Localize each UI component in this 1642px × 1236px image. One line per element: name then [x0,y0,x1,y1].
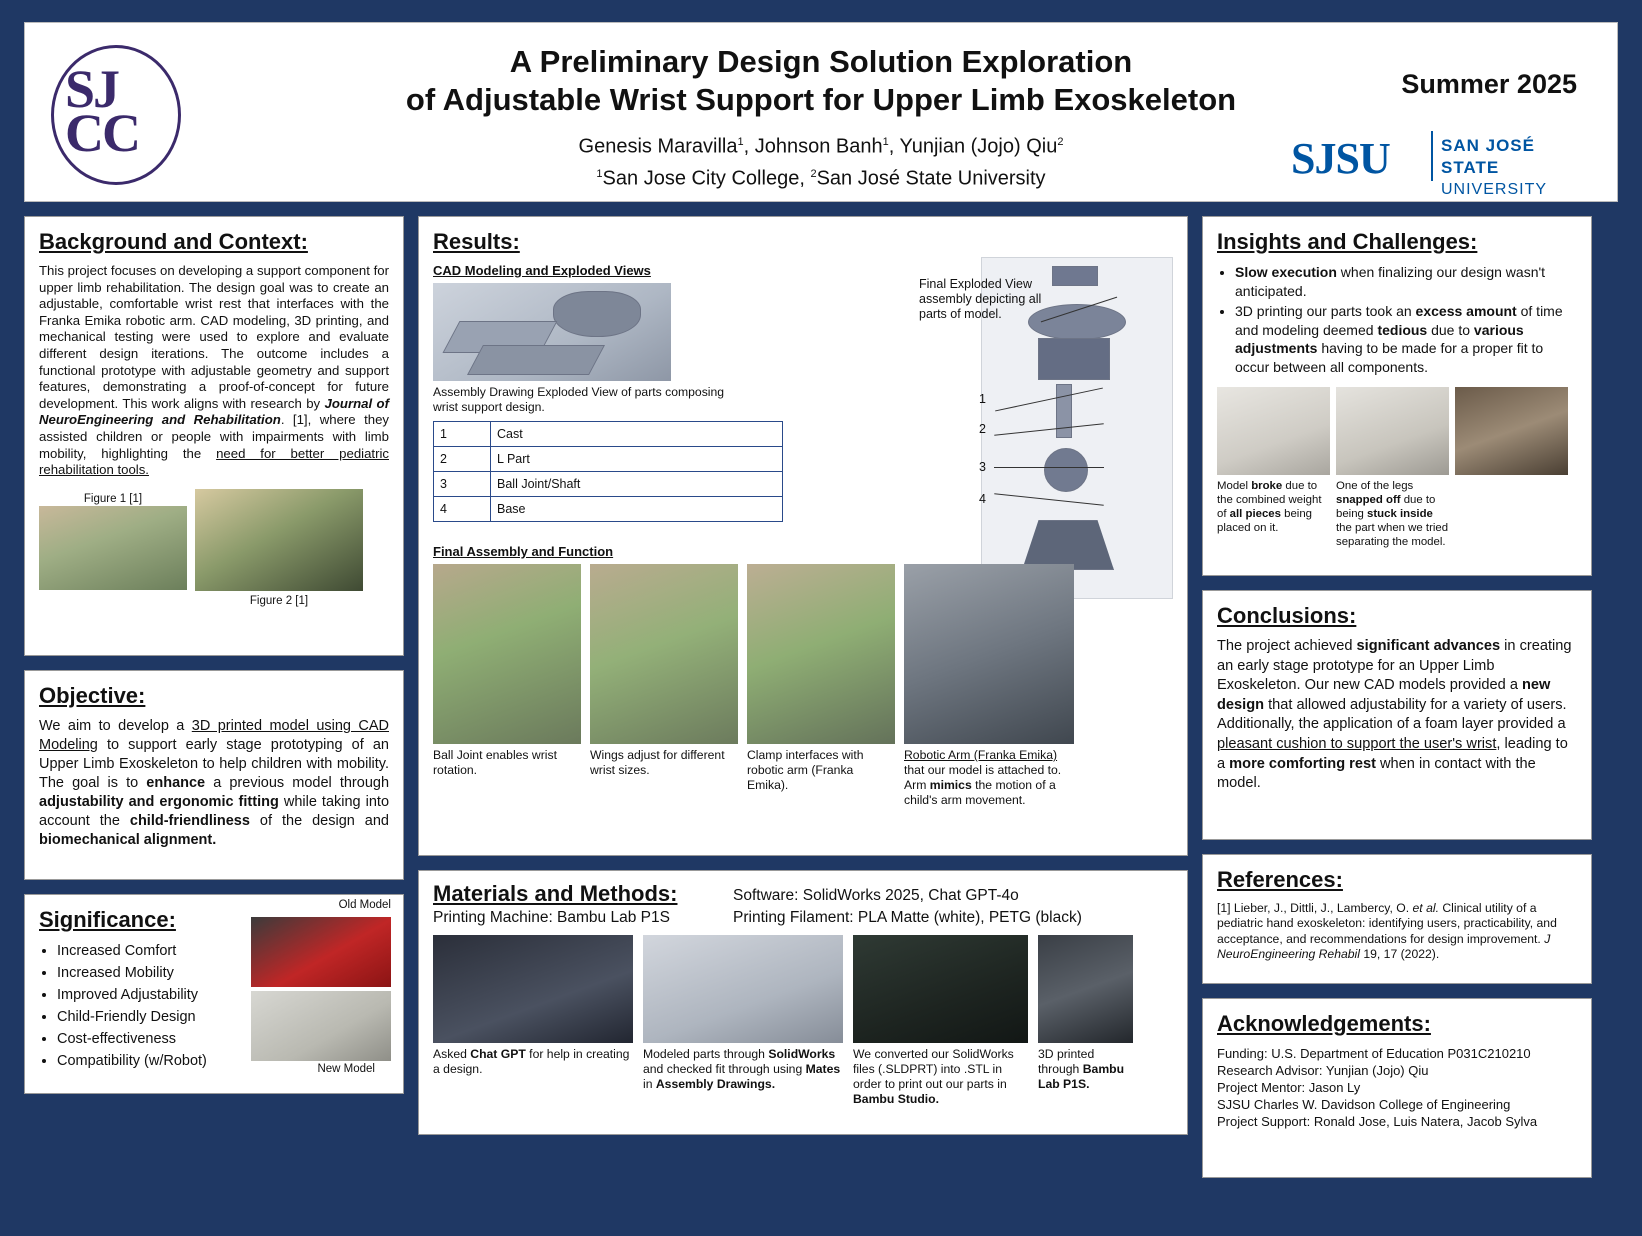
exploded-shaft [1056,384,1072,438]
sjsu-logo [1291,129,1591,198]
ack-line: Funding: U.S. Department of Education P031C210210 [1217,1046,1531,1061]
method-image-2 [643,935,843,1043]
part-number: 1 [434,422,491,447]
background-heading: Background and Context: [39,229,308,254]
objective-t7: while taking into account the [39,794,390,829]
figure2-caption: Figure 2 [1] [249,594,309,607]
objective-t4: enhance [146,775,206,791]
ack-line: SJSU Charles W. Davidson College of Engineering [1217,1097,1511,1112]
insight-cap1c: due to the combined weight of [1217,479,1322,520]
sjsu-name [1441,135,1591,201]
conclusion-t8: more comforting rest [1229,755,1376,772]
exploded-label-4: 4 [979,492,986,506]
reference-etal: et al. [1412,901,1439,915]
insight-cap2a: One of the legs [1336,479,1414,492]
materials-software: Software: SolidWorks 2025, Chat GPT-4o [733,887,1019,904]
results-sub-assembly: Final Assembly and Function [433,544,614,559]
part-number: 2 [434,447,491,472]
author-1: Genesis Maravilla [578,135,738,158]
conclusion-t7: , leading to a [1217,735,1568,772]
list-item [1235,302,1577,376]
panel-conclusions [1202,590,1592,840]
objective-t5: a previous model through [205,775,390,791]
ack-line: Project Mentor: Jason Ly [1217,1080,1361,1095]
assembly-caption-4c: the motion of a child's arm movement. [904,778,1056,807]
method-2a: Modeled parts through [643,1047,769,1061]
method-caption-2 [643,1047,843,1092]
middle-column [418,216,1188,1216]
list-item: • Increased Mobility [57,963,389,983]
sjsu-divider [1431,131,1433,181]
objective-t9: of the design and [249,813,389,829]
background-figures [39,489,389,608]
right-column [1202,216,1592,1216]
method-caption-3 [853,1047,1028,1107]
ack-line: Project Support: Ronald Jose, Luis Natera, Jacob Sylva [1217,1114,1538,1129]
objective-t2: 3D printed model using CAD Modeling [39,718,389,753]
assembly-caption-4a: that our model is attached to. Arm [904,763,1062,792]
method-3a: We converted our SolidWorks files (.SLDPRT) into .STL in order to print out our parts in [853,1047,1014,1091]
panel-materials [418,870,1188,1135]
affil-2-marker: 2 [810,167,817,180]
affiliation-2: San José State University [816,167,1046,190]
method-1c: for help in creating a design. [433,1047,630,1076]
panel-background [24,216,404,656]
objective-t6: adjustability and ergonomic fitting [39,794,279,810]
list-item: • Child-Friendly Design [57,1007,389,1027]
assembly-photo-3 [747,564,895,744]
insight-2f: various adjustments [1235,321,1524,357]
method-3b: Bambu Studio. [853,1092,939,1106]
sjcc-letters-bottom: CC [65,103,139,163]
panel-objective [24,670,404,880]
reference-journal: J NeuroEngineering Rehabil [1217,931,1551,962]
table-row [434,422,783,447]
insight-caption-2 [1336,479,1449,549]
reference-volume: 19, 17 (2022). [1359,947,1440,962]
author-2-affil: 1 [882,136,889,148]
insight-2c: of time and modeling deemed [1235,303,1563,338]
insight-cap2e: the part when we tried separating the model. [1336,521,1449,548]
left-column [24,216,404,1216]
list-item: • Increased Comfort [57,941,389,961]
sjsu-wordmark: SJSU [1291,134,1390,183]
part-name: L Part [491,447,783,472]
method-image-1 [433,935,633,1043]
background-journal: Journal of NeuroEngineering and Rehabilitation [39,395,389,428]
acknowledgements-heading: Acknowledgements: [1217,1011,1431,1036]
insight-cap2b: snapped off [1336,493,1401,506]
background-p1: This project focuses on developing a support component for upper limb rehabilitation. The design goal was to create an adjustable, comfortable wrist rest that interfaces with the Franka Emika robotic arm. CAD modeling, 3D printing, and mechanical testing were used to explore and evaluate different design iterations. The outcome includes a functional prototype with adjustable geometry and support features, demonstrating a proof-of-concept for future development. This work aligns with research by [39,263,389,411]
exploded-ball-joint [1044,448,1088,492]
affil-1-marker: 1 [596,167,603,180]
exploded-callout-text: Final Exploded View assembly depicting all parts of model. [919,277,1042,321]
cad-base-shape [467,345,605,375]
panel-acknowledgements [1202,998,1592,1178]
parts-table [433,421,783,522]
assembly-caption-2: Wings adjust for different wrist sizes. [590,748,725,777]
assembly-photo-row [433,564,1173,808]
exploded-label-2: 2 [979,422,986,436]
significance-heading: Significance: [39,907,176,932]
cad-exploded-image [433,283,671,381]
materials-heading: Materials and Methods: [433,881,678,906]
insight-photo-3 [1455,387,1568,475]
reference-entry [1217,901,1577,963]
background-text [39,263,389,479]
method-2f: Assembly Drawings. [655,1077,776,1091]
conclusions-heading: Conclusions: [1217,603,1357,628]
insight-cap1a: Model [1217,479,1252,492]
method-1a: Asked [433,1047,471,1061]
objective-text [39,717,389,850]
panel-results [418,216,1188,856]
conclusion-t2: significant advances [1356,638,1501,654]
poster-columns [24,216,1618,1216]
insight-photo-1 [1217,387,1330,475]
insight-cap2c: due to being [1336,493,1436,520]
ack-line: Research Advisor: Yunjian (Jojo) Qiu [1217,1063,1429,1078]
assembly-caption-3: Clamp interfaces with robotic arm (Franka Emika). [747,748,864,792]
table-row [434,472,783,497]
insight-2e: due to [1427,321,1474,338]
panel-references [1202,854,1592,984]
assembly-caption-4 [904,748,1074,808]
assembly-caption-4-link: Robotic Arm (Franka Emika) [904,748,1058,762]
insight-cap1b: broke [1251,479,1283,492]
objective-t1: We aim to develop a [39,718,192,734]
conclusions-text [1217,637,1577,794]
table-row [434,497,783,522]
poster-title-line1: A Preliminary Design Solution Exploration [509,44,1133,79]
cad-cast-shape [553,291,641,337]
insight-photo-row [1217,387,1577,549]
old-model-label: Old Model [338,899,391,911]
insight-cap1e: being placed on it. [1217,507,1313,534]
conclusion-t1: The project achieved [1217,638,1357,654]
sjcc-letters-top: SJ [65,59,119,119]
insight-photo-2 [1336,387,1449,475]
objective-heading: Objective: [39,683,146,708]
insight-1a: Slow execution [1235,264,1337,280]
figure1-caption: Figure 1 [1] [83,492,143,505]
materials-filament: Printing Filament: PLA Matte (white), PETG (black) [733,909,1082,926]
reference-title: Clinical utility of a pediatric hand exoskeleton: identifying users, practicability, and acceptance, and recommendations for design improvement. [1217,901,1557,946]
poster-header [24,22,1618,202]
background-p2: . [1], where they assisted children or people with impairments with limb mobility, highlighting the [39,412,389,461]
affiliation-1: San Jose City College, [602,167,811,190]
assembly-photo-2 [590,564,738,744]
new-model-label: New Model [317,1063,375,1075]
insight-caption-1 [1217,479,1330,535]
method-2b: SolidWorks [768,1047,836,1061]
method-2e: in [643,1077,656,1091]
panel-significance [24,894,404,1094]
part-number: 3 [434,472,491,497]
insight-1b: when finalizing our design wasn't anticipated. [1235,264,1546,299]
assembly-photo-4 [904,564,1074,744]
method-image-4 [1038,935,1133,1043]
assembly-caption-4b: mimics [929,778,972,792]
method-caption-4 [1038,1047,1133,1092]
exploded-l-part [1038,338,1110,380]
method-4b: Bambu Lab P1S. [1038,1062,1125,1091]
list-item: • Improved Adjustability [57,985,389,1005]
new-model-image [251,991,391,1061]
part-number: 4 [434,497,491,522]
sjcc-logo [43,37,183,187]
poster-title-line2: of Adjustable Wrist Support for Upper Limb Exoskeleton [405,82,1237,117]
references-heading: References: [1217,867,1343,892]
conclusion-t4: new design [1217,677,1551,713]
acknowledgements-list [1217,1045,1577,1130]
list-item [1235,263,1577,300]
conclusion-t3: in creating an early stage prototype for an Upper Limb Exoskeleton. Our new CAD models provided a [1217,638,1572,694]
author-1-affil: 1 [737,136,744,148]
insight-2a: 3D printing our parts took an [1235,303,1416,320]
insight-cap2d: stuck inside [1367,507,1433,520]
materials-machine: Printing Machine: Bambu Lab P1S [433,909,670,926]
objective-t3: to support early stage prototyping of an Upper Limb Exoskeleton to help children with mobility. The goal is to [39,737,389,791]
method-4a: 3D printed through [1038,1047,1095,1076]
insights-heading: Insights and Challenges: [1217,229,1478,254]
method-1b: Chat GPT [470,1047,526,1061]
sjsu-name-line1: SAN JOSÉ STATE [1441,136,1535,177]
method-2c: and checked fit through using [643,1062,806,1076]
sjcc-logo-letters [65,59,139,163]
methods-step-row [433,935,1173,1107]
exploded-label-3: 3 [979,460,986,474]
part-name: Base [491,497,783,522]
results-heading: Results: [433,229,520,254]
objective-t8: child-friendliness [129,813,250,829]
insight-2b: excess amount [1415,303,1517,320]
list-item: • Compatibility (w/Robot) [57,1051,389,1071]
term-label: Summer 2025 [1401,69,1577,99]
method-2d: Mates [805,1062,841,1076]
reference-authors: [1] Lieber, J., Dittli, J., Lambercy, O. [1217,901,1413,915]
method-image-3 [853,935,1028,1043]
figure2-image [195,489,363,591]
leader-line-3 [994,467,1104,468]
sjsu-name-line2: UNIVERSITY [1441,181,1548,198]
insight-cap1d: all pieces [1229,507,1281,520]
author-3-affil: 2 [1057,136,1064,148]
results-sub-cad: CAD Modeling and Exploded Views [433,263,651,278]
author-3: , Yunjian (Jojo) Qiu [888,135,1058,158]
cad-caption: Assembly Drawing Exploded View of parts composing wrist support design. [433,385,725,414]
figure1-image [39,506,187,590]
author-2: , Johnson Banh [743,135,883,158]
old-model-image [251,917,391,987]
table-row [434,447,783,472]
assembly-photo-1 [433,564,581,744]
background-p2-underline: need for better pediatric rehabilitation tools. [39,445,389,478]
exploded-label-1: 1 [979,392,986,406]
part-name: Ball Joint/Shaft [491,472,783,497]
conclusion-t5: that allowed adjustability for a variety of users. Additionally, the application of a foam layer provided a [1217,696,1567,733]
insight-2g: having to be made for a proper fit to occur between all components. [1235,340,1544,375]
insight-2d: tedious [1377,321,1428,338]
conclusion-t9: when in contact with the model. [1217,755,1536,792]
exploded-base [1022,520,1114,570]
insights-list [1235,263,1577,377]
method-caption-1 [433,1047,633,1077]
objective-t10: biomechanical alignment. [39,832,217,848]
conclusion-t6: pleasant cushion to support the user's wrist [1217,735,1497,752]
list-item: • Cost-effectiveness [57,1029,389,1049]
assembly-caption-1: Ball Joint enables wrist rotation. [433,748,557,777]
panel-insights [1202,216,1592,576]
part-name: Cast [491,422,783,447]
